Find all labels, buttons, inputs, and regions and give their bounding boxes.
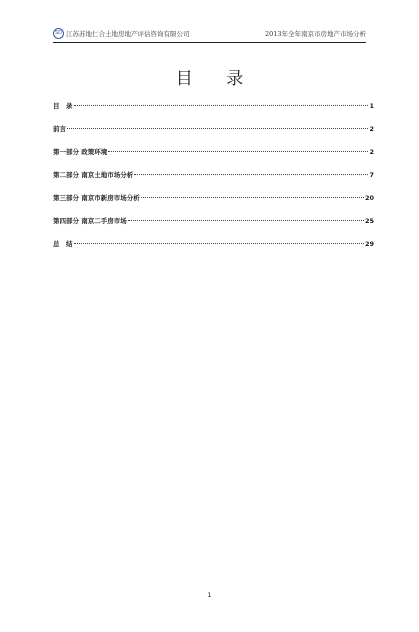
header-left	[53, 28, 190, 39]
toc-leader-dots	[108, 151, 368, 152]
toc-leader-dots	[134, 174, 368, 175]
toc-entry-page: 2	[369, 148, 374, 156]
page-header	[53, 27, 366, 43]
toc-entry[interactable]	[53, 239, 374, 262]
toc-entry-page: 1	[369, 102, 374, 110]
toc-entry-page: 20	[364, 194, 374, 202]
toc-leader-dots	[74, 105, 369, 106]
toc-leader-dots	[128, 220, 364, 221]
toc-entry[interactable]	[53, 193, 374, 216]
toc-entry-label: 第二部分 南京土地市场分析	[53, 171, 134, 179]
toc-entry[interactable]	[53, 170, 374, 193]
company-logo-icon: SD	[53, 28, 64, 39]
toc-entry-page: 29	[364, 240, 374, 248]
toc-title: 目 录	[175, 69, 258, 89]
table-of-contents	[53, 101, 374, 262]
toc-entry-label: 总 结	[53, 240, 73, 248]
page-number: 1	[207, 591, 212, 599]
toc-leader-dots	[141, 197, 364, 198]
toc-entry[interactable]	[53, 101, 374, 124]
toc-entry-page: 25	[364, 217, 374, 225]
toc-entry-label: 第一部分 政策环境	[53, 148, 108, 156]
toc-entry[interactable]	[53, 147, 374, 170]
toc-leader-dots	[74, 243, 364, 244]
toc-entry-page: 2	[369, 125, 374, 133]
report-title: 2013年全年南京市房地产市场分析	[264, 29, 366, 38]
toc-entry-label: 前言	[53, 125, 66, 133]
company-name: 江苏苏地仁合土地房地产评估咨询有限公司	[66, 29, 190, 38]
toc-entry[interactable]	[53, 216, 374, 239]
toc-entry-label: 第三部分 南京市新房市场分析	[53, 194, 140, 202]
toc-entry-page: 7	[369, 171, 374, 179]
toc-entry[interactable]	[53, 124, 374, 147]
toc-entry-label: 第四部分 南京二手房市场	[53, 217, 127, 225]
toc-leader-dots	[67, 128, 368, 129]
toc-entry-label: 目 录	[53, 102, 73, 110]
